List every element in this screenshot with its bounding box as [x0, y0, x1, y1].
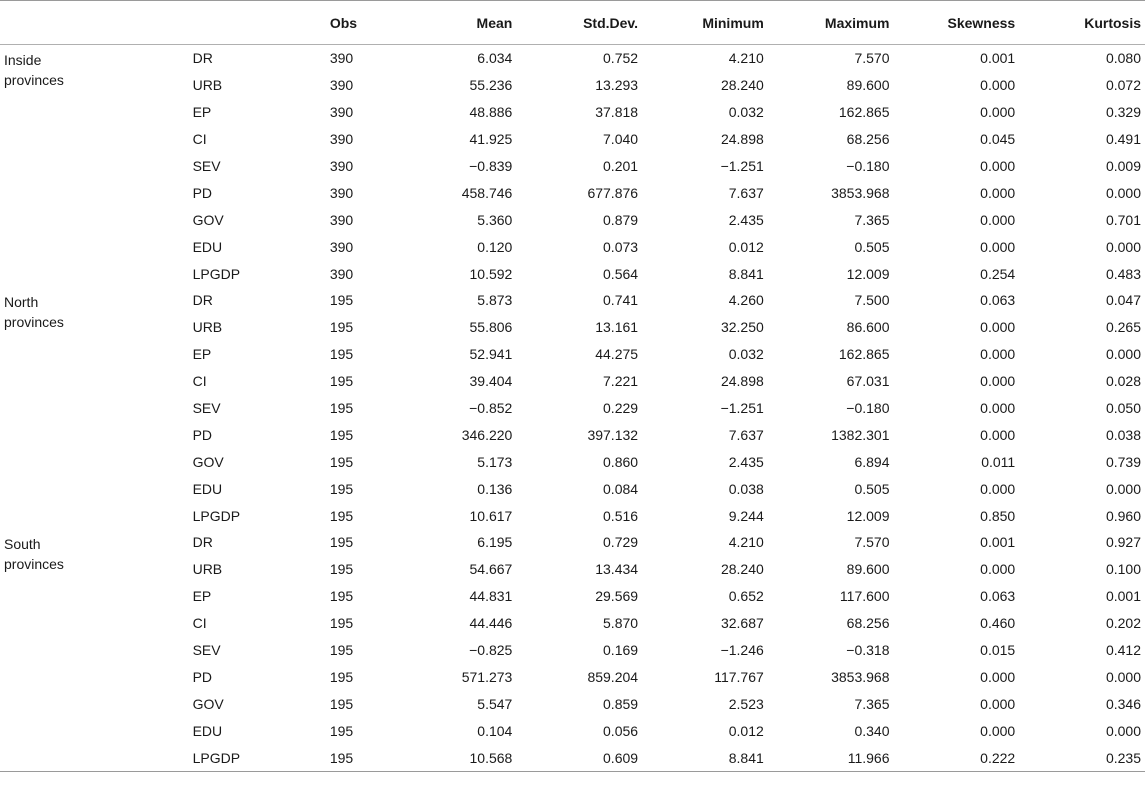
- cell-kurtosis: 0.235: [1105, 749, 1141, 766]
- cell-kurtosis: 0.739: [1105, 453, 1141, 470]
- cell-kurtosis: 0.000: [1105, 346, 1141, 363]
- cell-kurtosis: 0.412: [1105, 642, 1141, 659]
- cell-obs: 195: [329, 615, 354, 632]
- cell-std-dev: 7.221: [603, 373, 639, 390]
- cell-std-dev: 0.859: [603, 695, 639, 712]
- cell-minimum: 0.038: [728, 480, 764, 497]
- cell-std-dev: 13.161: [595, 319, 639, 336]
- cell-minimum: 2.435: [728, 211, 764, 228]
- cell-skewness: 0.850: [980, 507, 1016, 524]
- cell-std-dev: 0.752: [603, 50, 639, 67]
- cell-mean: 5.873: [477, 292, 513, 309]
- cell-kurtosis: 0.202: [1105, 615, 1141, 632]
- cell-variable: PD: [192, 184, 213, 201]
- header-kurtosis: Kurtosis: [1084, 14, 1141, 31]
- header-maximum: Maximum: [824, 14, 890, 31]
- cell-variable: EP: [192, 588, 212, 605]
- table-row: [0, 287, 1145, 314]
- cell-maximum: 12.009: [846, 265, 890, 282]
- cell-variable: CI: [192, 615, 207, 632]
- cell-obs: 390: [329, 50, 354, 67]
- cell-mean: 5.360: [477, 211, 513, 228]
- cell-skewness: 0.001: [980, 50, 1016, 67]
- group-label: [0, 529, 189, 772]
- cell-minimum: 24.898: [720, 373, 764, 390]
- header-group: [0, 1, 189, 45]
- cell-obs: 195: [329, 292, 354, 309]
- cell-skewness: 0.000: [980, 480, 1016, 497]
- cell-maximum: 7.570: [854, 50, 890, 67]
- cell-kurtosis: 0.038: [1105, 426, 1141, 443]
- cell-variable: CI: [192, 373, 207, 390]
- group-label-line2: provinces: [4, 72, 64, 88]
- cell-std-dev: 677.876: [587, 184, 639, 201]
- cell-skewness: 0.011: [981, 453, 1016, 470]
- cell-std-dev: 0.056: [603, 722, 639, 739]
- cell-variable: DR: [192, 292, 213, 309]
- cell-kurtosis: 0.047: [1105, 292, 1141, 309]
- cell-kurtosis: 0.346: [1105, 695, 1141, 712]
- cell-std-dev: 5.870: [603, 615, 639, 632]
- cell-skewness: 0.000: [980, 211, 1016, 228]
- cell-variable: EDU: [192, 722, 223, 739]
- header-row: [0, 1, 1145, 45]
- header-std-dev: Std.Dev.: [583, 14, 639, 31]
- cell-std-dev: 0.229: [603, 400, 639, 417]
- cell-skewness: 0.000: [980, 722, 1016, 739]
- cell-obs: 195: [329, 695, 354, 712]
- cell-variable: PD: [192, 668, 213, 685]
- cell-mean: 10.592: [469, 265, 513, 282]
- cell-maximum: 11.966: [847, 749, 890, 766]
- cell-obs: 195: [329, 346, 354, 363]
- cell-variable: GOV: [192, 453, 224, 470]
- cell-minimum: 7.637: [728, 184, 764, 201]
- cell-variable: LPGDP: [192, 265, 241, 282]
- cell-std-dev: 7.040: [603, 131, 639, 148]
- cell-kurtosis: 0.000: [1105, 722, 1141, 739]
- cell-skewness: 0.000: [980, 373, 1016, 390]
- cell-minimum: 8.841: [728, 265, 764, 282]
- cell-mean: 6.195: [477, 534, 513, 551]
- cell-minimum: 32.250: [720, 319, 764, 336]
- cell-variable: SEV: [192, 158, 221, 174]
- cell-minimum: 32.687: [720, 615, 764, 632]
- cell-skewness: 0.063: [980, 588, 1016, 605]
- group-label-line1: Inside: [4, 52, 42, 68]
- cell-std-dev: 0.084: [603, 480, 639, 497]
- header-minimum: Minimum: [702, 14, 764, 31]
- cell-maximum: 89.600: [846, 561, 890, 578]
- cell-minimum: 0.012: [728, 722, 764, 739]
- table-body: [0, 45, 1145, 772]
- cell-obs: 390: [329, 184, 354, 201]
- cell-maximum: 67.031: [846, 373, 890, 390]
- cell-std-dev: 0.609: [603, 749, 639, 766]
- cell-maximum: 86.600: [846, 319, 890, 336]
- table-row: [0, 529, 1145, 556]
- cell-obs: 195: [329, 749, 354, 766]
- cell-obs: 390: [329, 265, 354, 282]
- cell-maximum: 3853.968: [831, 184, 890, 201]
- cell-mean: 5.173: [477, 453, 513, 470]
- cell-obs: 195: [329, 642, 354, 659]
- cell-obs: 390: [329, 211, 354, 228]
- table-row: [0, 45, 1145, 72]
- cell-variable: LPGDP: [192, 749, 241, 766]
- cell-obs: 390: [329, 104, 354, 121]
- cell-minimum: 2.435: [728, 453, 764, 470]
- cell-kurtosis: 0.265: [1105, 319, 1141, 336]
- cell-variable: URB: [192, 561, 223, 578]
- cell-obs: 195: [329, 722, 354, 739]
- cell-variable: CI: [192, 131, 207, 148]
- cell-skewness: 0.001: [980, 534, 1016, 551]
- cell-mean: 0.120: [477, 238, 513, 255]
- cell-maximum: 7.365: [854, 211, 890, 228]
- cell-mean: 44.831: [469, 588, 513, 605]
- cell-mean: 0.104: [477, 722, 513, 739]
- cell-maximum: 1382.301: [831, 426, 890, 443]
- header-mean: Mean: [476, 14, 513, 31]
- cell-kurtosis: 0.100: [1105, 561, 1141, 578]
- cell-kurtosis: 0.960: [1105, 507, 1141, 524]
- cell-skewness: 0.254: [980, 265, 1016, 282]
- cell-obs: 390: [329, 158, 354, 174]
- cell-kurtosis: 0.483: [1105, 265, 1141, 282]
- cell-kurtosis: 0.927: [1105, 534, 1141, 551]
- cell-obs: 195: [329, 319, 354, 336]
- cell-kurtosis: 0.000: [1105, 238, 1141, 255]
- cell-variable: EDU: [192, 238, 223, 255]
- cell-mean: 39.404: [469, 373, 513, 390]
- cell-maximum: 68.256: [846, 131, 890, 148]
- cell-skewness: 0.000: [980, 668, 1016, 685]
- cell-mean: −0.852: [469, 400, 513, 417]
- cell-maximum: 7.500: [854, 292, 890, 309]
- cell-mean: 55.806: [469, 319, 513, 336]
- cell-kurtosis: 0.000: [1105, 668, 1141, 685]
- cell-kurtosis: 0.000: [1105, 480, 1141, 497]
- cell-std-dev: 0.879: [603, 211, 639, 228]
- cell-mean: 571.273: [461, 668, 513, 685]
- group-label: [0, 45, 189, 288]
- group-label-line2: provinces: [4, 314, 64, 331]
- cell-mean: 10.617: [469, 507, 513, 524]
- cell-minimum: 28.240: [720, 77, 764, 94]
- cell-minimum: 9.244: [728, 507, 764, 524]
- cell-obs: 195: [329, 534, 354, 551]
- cell-std-dev: 859.204: [587, 668, 639, 685]
- cell-maximum: 0.340: [854, 722, 890, 739]
- cell-kurtosis: 0.009: [1105, 158, 1141, 174]
- cell-skewness: 0.000: [980, 104, 1016, 121]
- cell-skewness: 0.000: [980, 184, 1016, 201]
- cell-obs: 390: [329, 238, 354, 255]
- cell-maximum: −0.180: [846, 400, 890, 417]
- group-label: [0, 287, 189, 529]
- cell-std-dev: 13.293: [595, 77, 639, 94]
- cell-mean: 346.220: [461, 426, 513, 443]
- cell-minimum: −1.251: [720, 400, 764, 417]
- cell-variable: SEV: [192, 400, 221, 417]
- cell-variable: DR: [192, 50, 213, 67]
- cell-kurtosis: 0.028: [1105, 373, 1141, 390]
- cell-std-dev: 0.516: [603, 507, 639, 524]
- cell-skewness: 0.015: [980, 642, 1016, 659]
- cell-std-dev: 0.201: [603, 158, 639, 174]
- cell-obs: 195: [329, 480, 354, 497]
- cell-minimum: 2.523: [728, 695, 764, 712]
- cell-minimum: 0.012: [728, 238, 764, 255]
- cell-obs: 195: [329, 373, 354, 390]
- cell-skewness: 0.000: [980, 426, 1016, 443]
- cell-maximum: 162.865: [838, 346, 890, 363]
- cell-mean: 458.746: [461, 184, 513, 201]
- cell-maximum: −0.318: [846, 642, 890, 659]
- cell-maximum: 6.894: [854, 453, 890, 470]
- header-skewness: Skewness: [947, 14, 1016, 31]
- cell-maximum: 89.600: [846, 77, 890, 94]
- cell-minimum: 4.210: [728, 534, 764, 551]
- cell-mean: 55.236: [469, 77, 513, 94]
- cell-minimum: 4.210: [728, 50, 764, 67]
- cell-mean: −0.839: [469, 158, 513, 174]
- cell-obs: 195: [329, 507, 354, 524]
- cell-skewness: 0.000: [980, 77, 1016, 94]
- cell-kurtosis: 0.072: [1105, 77, 1141, 94]
- cell-obs: 195: [329, 561, 354, 578]
- cell-skewness: 0.000: [980, 346, 1016, 363]
- cell-minimum: 4.260: [728, 292, 764, 309]
- cell-maximum: 68.256: [846, 615, 890, 632]
- cell-minimum: 24.898: [720, 131, 764, 148]
- cell-variable: DR: [192, 534, 213, 551]
- cell-kurtosis: 0.000: [1105, 184, 1141, 201]
- cell-mean: 52.941: [469, 346, 513, 363]
- cell-mean: 5.547: [477, 695, 513, 712]
- cell-variable: GOV: [192, 211, 224, 228]
- cell-minimum: 0.652: [728, 588, 764, 605]
- cell-obs: 195: [329, 400, 354, 417]
- cell-maximum: 3853.968: [831, 668, 890, 685]
- group-label-line2: provinces: [4, 556, 64, 573]
- cell-skewness: 0.000: [980, 319, 1016, 336]
- cell-obs: 195: [329, 668, 354, 685]
- cell-variable: URB: [192, 77, 223, 94]
- cell-obs: 390: [329, 131, 354, 148]
- cell-variable: GOV: [192, 695, 224, 712]
- cell-minimum: 0.032: [728, 346, 764, 363]
- cell-kurtosis: 0.701: [1105, 211, 1141, 228]
- cell-std-dev: 0.741: [603, 292, 639, 309]
- cell-maximum: 117.600: [839, 588, 890, 605]
- cell-std-dev: 13.434: [595, 561, 639, 578]
- group-label-line1: South: [4, 536, 41, 553]
- cell-mean: 54.667: [469, 561, 513, 578]
- cell-variable: EP: [192, 346, 212, 363]
- cell-maximum: −0.180: [846, 158, 890, 174]
- cell-obs: 195: [329, 588, 354, 605]
- cell-std-dev: 0.564: [603, 265, 639, 282]
- cell-variable: LPGDP: [192, 507, 241, 524]
- cell-std-dev: 37.818: [595, 104, 639, 121]
- cell-variable: EDU: [192, 480, 223, 497]
- cell-maximum: 7.365: [854, 695, 890, 712]
- cell-std-dev: 0.729: [603, 534, 639, 551]
- cell-skewness: 0.000: [980, 158, 1016, 174]
- cell-skewness: 0.000: [980, 561, 1016, 578]
- cell-skewness: 0.045: [980, 131, 1016, 148]
- cell-std-dev: 0.169: [603, 642, 639, 659]
- cell-std-dev: 0.860: [603, 453, 639, 470]
- cell-mean: 10.568: [469, 749, 513, 766]
- cell-std-dev: 44.275: [595, 346, 639, 363]
- cell-minimum: −1.251: [720, 158, 764, 174]
- cell-mean: 6.034: [477, 50, 513, 67]
- cell-variable: URB: [192, 319, 223, 336]
- cell-maximum: 7.570: [854, 534, 890, 551]
- cell-mean: 44.446: [469, 615, 513, 632]
- cell-kurtosis: 0.329: [1105, 104, 1141, 121]
- cell-skewness: 0.000: [980, 400, 1016, 417]
- cell-skewness: 0.000: [980, 695, 1016, 712]
- cell-variable: EP: [192, 104, 212, 121]
- cell-minimum: −1.246: [720, 642, 764, 659]
- header-variable: [189, 1, 310, 45]
- cell-variable: SEV: [192, 642, 221, 659]
- cell-skewness: 0.222: [980, 749, 1016, 766]
- cell-kurtosis: 0.080: [1105, 50, 1141, 67]
- cell-maximum: 0.505: [854, 238, 890, 255]
- cell-minimum: 117.767: [714, 668, 764, 685]
- cell-minimum: 8.841: [728, 749, 764, 766]
- cell-maximum: 162.865: [838, 104, 890, 121]
- cell-mean: −0.825: [469, 642, 513, 659]
- cell-maximum: 12.009: [846, 507, 890, 524]
- header-obs: Obs: [329, 14, 358, 31]
- group-label-line1: North: [4, 294, 39, 311]
- cell-kurtosis: 0.050: [1105, 400, 1141, 417]
- cell-minimum: 7.637: [728, 426, 764, 443]
- cell-obs: 390: [329, 77, 354, 94]
- cell-mean: 48.886: [469, 104, 513, 121]
- cell-obs: 195: [329, 453, 354, 470]
- cell-minimum: 28.240: [720, 561, 764, 578]
- cell-variable: PD: [192, 426, 213, 443]
- cell-std-dev: 29.569: [595, 588, 639, 605]
- cell-skewness: 0.063: [980, 292, 1016, 309]
- cell-obs: 195: [329, 426, 354, 443]
- cell-std-dev: 397.132: [587, 426, 639, 443]
- cell-std-dev: 0.073: [603, 238, 639, 255]
- cell-skewness: 0.460: [980, 615, 1016, 632]
- cell-mean: 41.925: [469, 131, 513, 148]
- cell-skewness: 0.000: [980, 238, 1016, 255]
- cell-kurtosis: 0.001: [1105, 588, 1141, 605]
- cell-maximum: 0.505: [854, 480, 890, 497]
- cell-kurtosis: 0.491: [1105, 131, 1141, 148]
- cell-mean: 0.136: [477, 480, 513, 497]
- cell-minimum: 0.032: [728, 104, 764, 121]
